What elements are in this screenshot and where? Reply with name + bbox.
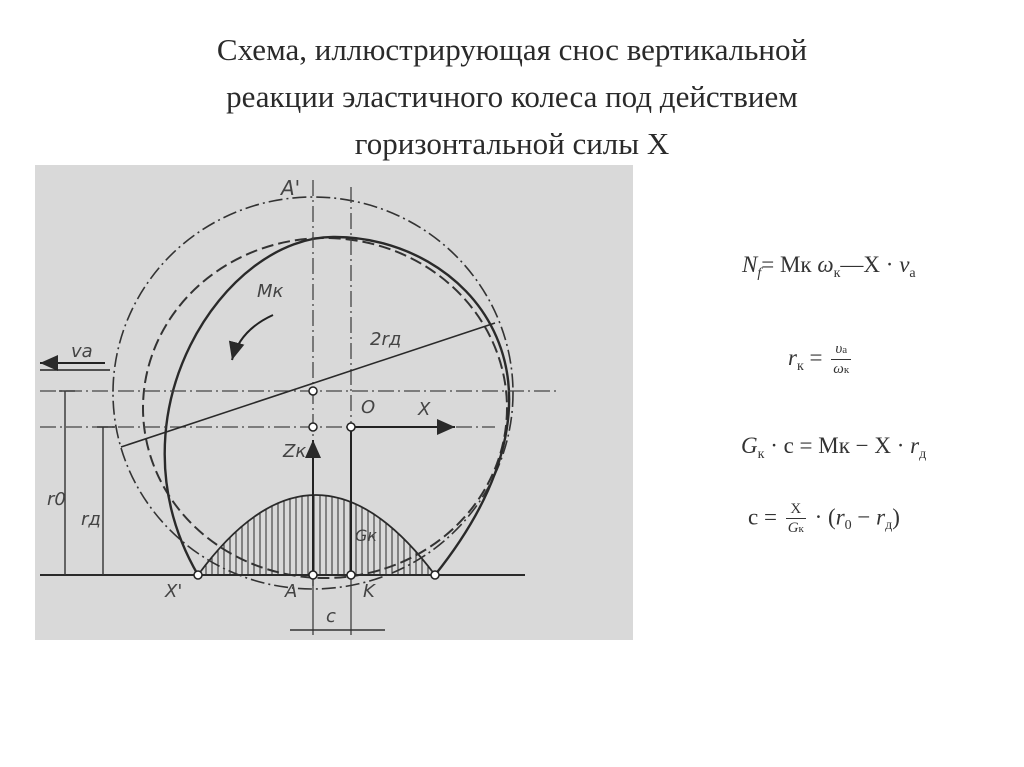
f3-d: д <box>919 447 927 462</box>
f2-r: r <box>788 344 797 370</box>
center-point-upper <box>309 387 317 395</box>
wheel-diagram <box>35 165 633 640</box>
label-x-prime: X' <box>165 581 183 602</box>
formula-power-loss <box>742 252 916 281</box>
title-line-2: реакции эластичного колеса под действием <box>226 79 798 114</box>
f2-den-omega: ω <box>833 361 844 377</box>
f1-dash: —X · <box>840 252 900 277</box>
label-k: K <box>363 581 375 602</box>
f2-num-a: a <box>842 344 848 356</box>
f1-eq: = Mк <box>761 252 818 277</box>
formula-rolling-radius <box>788 340 854 379</box>
center-point-lower <box>309 423 317 431</box>
f3-mid: · c = Mк − X · <box>764 433 911 458</box>
label-x: X <box>418 399 431 420</box>
point-k <box>347 571 355 579</box>
f4-zero: 0 <box>844 518 852 534</box>
f1-omega: ω <box>817 252 834 277</box>
slide-title <box>0 26 1024 167</box>
f4-lhs: c = <box>748 504 783 530</box>
label-o: O <box>361 397 376 418</box>
f3-g: G <box>741 433 758 458</box>
title-line-3: горизонтальной силы X <box>354 126 670 161</box>
f4-d: д <box>885 518 893 534</box>
f1-f: f <box>757 266 762 281</box>
f1-a: a <box>909 266 916 281</box>
f4-den-k: к <box>798 523 804 535</box>
label-r0: r0 <box>47 489 66 510</box>
f4-num: X <box>786 500 806 519</box>
f1-v: v <box>899 252 910 277</box>
f3-k: к <box>757 447 765 462</box>
f4-open: · ( <box>808 504 836 530</box>
point-contact-front <box>431 571 439 579</box>
title-line-1: Схема, иллюстрирующая снос вертикальной <box>216 32 808 67</box>
point-o <box>347 423 355 431</box>
f1-n: N <box>742 252 758 277</box>
f3-r: r <box>910 433 920 458</box>
formula-moment-balance <box>741 433 927 462</box>
label-rd: rд <box>81 509 101 530</box>
label-gk: Gк <box>355 526 378 545</box>
f4-fraction <box>786 500 806 538</box>
f4-den-g: G <box>787 520 799 536</box>
point-a <box>309 571 317 579</box>
f2-num-v: υ <box>835 341 843 357</box>
f2-k: к <box>796 358 804 374</box>
label-va: va <box>71 341 93 362</box>
label-mk: Mк <box>257 281 284 302</box>
label-zk: Zк <box>283 441 307 462</box>
formula-offset-c <box>748 500 900 538</box>
f2-eq: = <box>803 344 829 370</box>
f4-rd: r <box>876 504 886 530</box>
f4-close: ) <box>892 504 900 530</box>
wheel-diagram-svg <box>35 165 633 640</box>
f4-minus: − <box>851 504 877 530</box>
label-2r: 2rд <box>370 329 402 350</box>
f2-den-k: к <box>843 364 850 376</box>
f2-fraction <box>831 340 851 379</box>
label-c: c <box>326 606 336 627</box>
label-a-top: A' <box>281 176 301 200</box>
f4-r0: r <box>835 504 845 530</box>
label-a-bottom: A <box>285 581 298 602</box>
f1-k: к <box>833 266 841 281</box>
point-x-prime <box>194 571 202 579</box>
